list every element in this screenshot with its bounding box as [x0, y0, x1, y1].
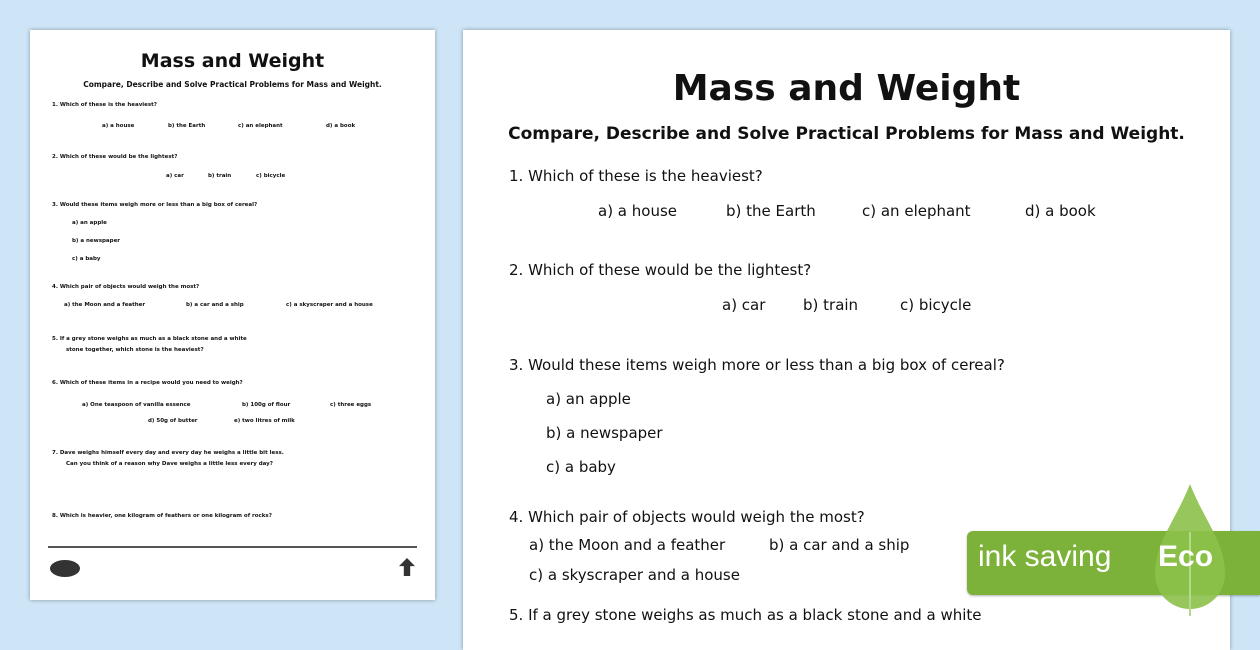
question-4: 4. Which pair of objects would weigh the most?: [509, 508, 865, 526]
thumb-q5-cont: stone together, which stone is the heaviest?: [66, 347, 204, 353]
ink-saving-label: ink saving: [978, 540, 1112, 573]
thumb-q2: 2. Which of these would be the lightest?: [52, 154, 178, 160]
thumb-opt: b) 100g of flour: [242, 402, 291, 408]
thumb-opt: a) One teaspoon of vanilla essence: [82, 402, 191, 408]
thumb-opt: a) an apple: [72, 220, 107, 226]
option: b) a newspaper: [546, 424, 663, 442]
thumb-opt: c) bicycle: [256, 173, 286, 179]
brand-logo: [50, 560, 80, 577]
thumb-q1: 1. Which of these is the heaviest?: [52, 102, 157, 108]
question-3: 3. Would these items weigh more or less than a big box of cereal?: [509, 356, 1005, 374]
thumb-opt: a) a house: [102, 123, 135, 129]
question-2: 2. Which of these would be the lightest?: [509, 261, 812, 279]
option: a) the Moon and a feather: [529, 536, 726, 554]
question-1: 1. Which of these is the heaviest?: [509, 167, 763, 185]
thumb-subtitle: Compare, Describe and Solve Practical Problems for Mass and Weight.: [83, 80, 382, 89]
option: b) train: [803, 296, 859, 314]
thumb-opt: a) car: [166, 173, 184, 179]
thumb-q7-cont: Can you think of a reason why Dave weighs a little less every day?: [66, 461, 273, 467]
thumb-opt: c) a baby: [72, 256, 101, 262]
thumb-q3: 3. Would these items weigh more or less than a big box of cereal?: [52, 202, 258, 208]
option: a) an apple: [546, 390, 631, 408]
page-title: Mass and Weight: [672, 68, 1021, 109]
thumb-opt: c) a skyscraper and a house: [286, 302, 373, 308]
option: b) the Earth: [726, 202, 816, 220]
thumb-q8: 8. Which is heavier, one kilogram of feathers or one kilogram of rocks?: [52, 513, 272, 519]
thumb-opt: b) a car and a ship: [186, 302, 244, 308]
option: a) car: [722, 296, 766, 314]
thumb-opt: a) the Moon and a feather: [64, 302, 146, 308]
option: c) bicycle: [900, 296, 972, 314]
thumb-q6: 6. Which of these items in a recipe would you need to weigh?: [52, 380, 243, 386]
option: c) an elephant: [862, 202, 971, 220]
thumb-title: Mass and Weight: [140, 50, 325, 72]
option: b) a car and a ship: [769, 536, 910, 554]
page-subtitle: Compare, Describe and Solve Practical Problems for Mass and Weight.: [508, 124, 1185, 144]
footer-divider: [48, 546, 417, 548]
thumb-opt: c) three eggs: [330, 402, 372, 408]
thumb-opt: c) an elephant: [238, 123, 283, 129]
worksheet-thumbnail[interactable]: [30, 30, 435, 600]
thumb-q5: 5. If a grey stone weighs as much as a black stone and a white: [52, 336, 247, 342]
option: c) a baby: [546, 458, 616, 476]
thumb-opt: b) a newspaper: [72, 238, 121, 244]
option: d) a book: [1025, 202, 1096, 220]
thumb-opt: e) two litres of milk: [234, 418, 295, 424]
eco-label: Eco: [1158, 540, 1214, 573]
tree-logo-icon: [399, 558, 415, 576]
thumb-opt: b) train: [208, 173, 232, 179]
question-5: 5. If a grey stone weighs as much as a black stone and a white: [509, 606, 982, 624]
thumb-q4: 4. Which pair of objects would weigh the most?: [52, 284, 200, 290]
option: a) a house: [598, 202, 678, 220]
thumb-q7: 7. Dave weighs himself every day and every day he weighs a little bit less.: [52, 450, 284, 456]
option: c) a skyscraper and a house: [529, 566, 740, 584]
thumb-opt: b) the Earth: [168, 123, 206, 129]
thumb-opt: d) 50g of butter: [148, 418, 198, 424]
thumb-opt: d) a book: [326, 123, 356, 129]
